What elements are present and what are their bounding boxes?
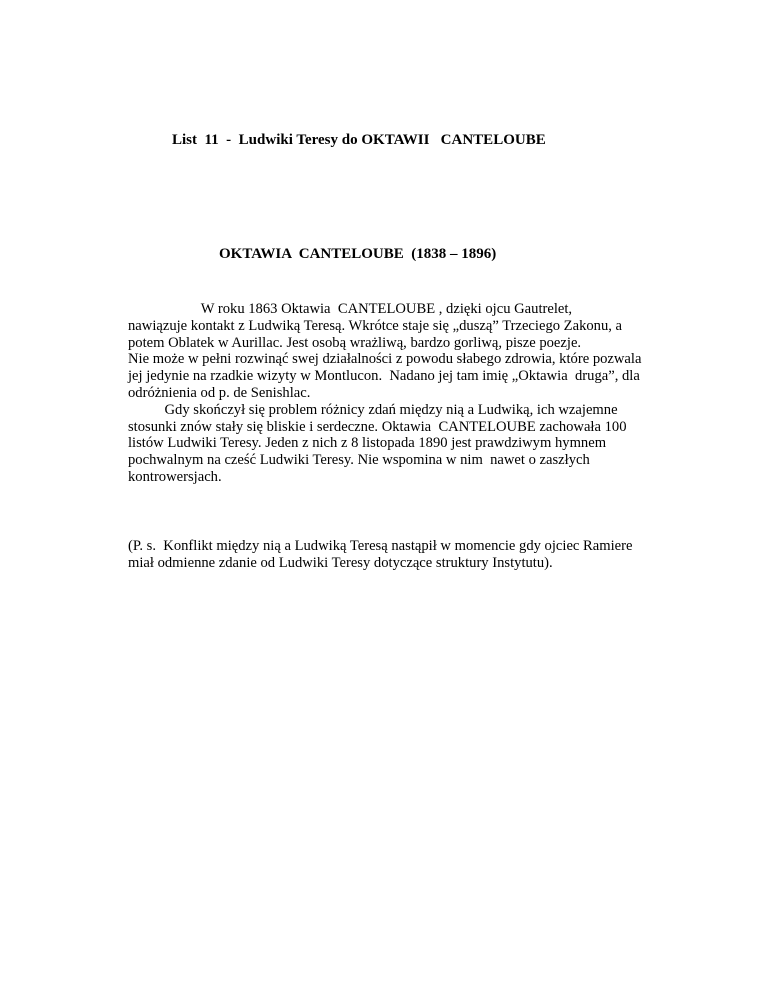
text-line: kontrowersjach.: [128, 468, 222, 485]
text-line: miał odmienne zdanie od Ludwiki Teresy dotyczące struktury Instytutu).: [128, 554, 553, 571]
text-line: Gdy skończył się problem różnicy zdań między nią a Ludwiką, ich wzajemne: [128, 401, 618, 418]
text-line: stosunki znów stały się bliskie i serdeczne. Oktawia CANTELOUBE zachowała 100: [128, 418, 627, 435]
text-line: (P. s. Konflikt między nią a Ludwiką Teresą nastąpił w momencie gdy ojciec Ramiere: [128, 538, 633, 554]
postscript-note: [128, 538, 688, 572]
biography-paragraph: [128, 301, 688, 486]
text-line: odróżnienia od p. de Senishlac.: [128, 384, 311, 401]
text-line: Nie może w pełni rozwinąć swej działalności z powodu słabego zdrowia, które pozwala: [128, 351, 642, 368]
text-line: pochwalnym na cześć Ludwiki Teresy. Nie wspomina w nim nawet o zaszłych: [128, 452, 590, 469]
text-line: jej jedynie na rzadkie wizyty w Montlucon. Nadano jej tam imię „Oktawia druga”, dla: [128, 368, 640, 385]
text-line: potem Oblatek w Aurillac. Jest osobą wrażliwą, bardzo gorliwą, pisze poezje.: [128, 334, 582, 351]
text-line: listów Ludwiki Teresy. Jeden z nich z 8 listopada 1890 jest prawdziwym hymnem: [128, 435, 607, 452]
text-line: W roku 1863 Oktawia CANTELOUBE , dzięki ojcu Gautrelet,: [128, 301, 573, 317]
letter-title: List 11 - Ludwiki Teresy do OKTAWII CANTELOUBE: [172, 132, 546, 148]
section-heading: OKTAWIA CANTELOUBE (1838 – 1896): [219, 246, 497, 262]
text-line: nawiązuje kontakt z Ludwiką Teresą. Wkrótce staje się „duszą” Trzeciego Zakonu, a: [128, 317, 623, 334]
